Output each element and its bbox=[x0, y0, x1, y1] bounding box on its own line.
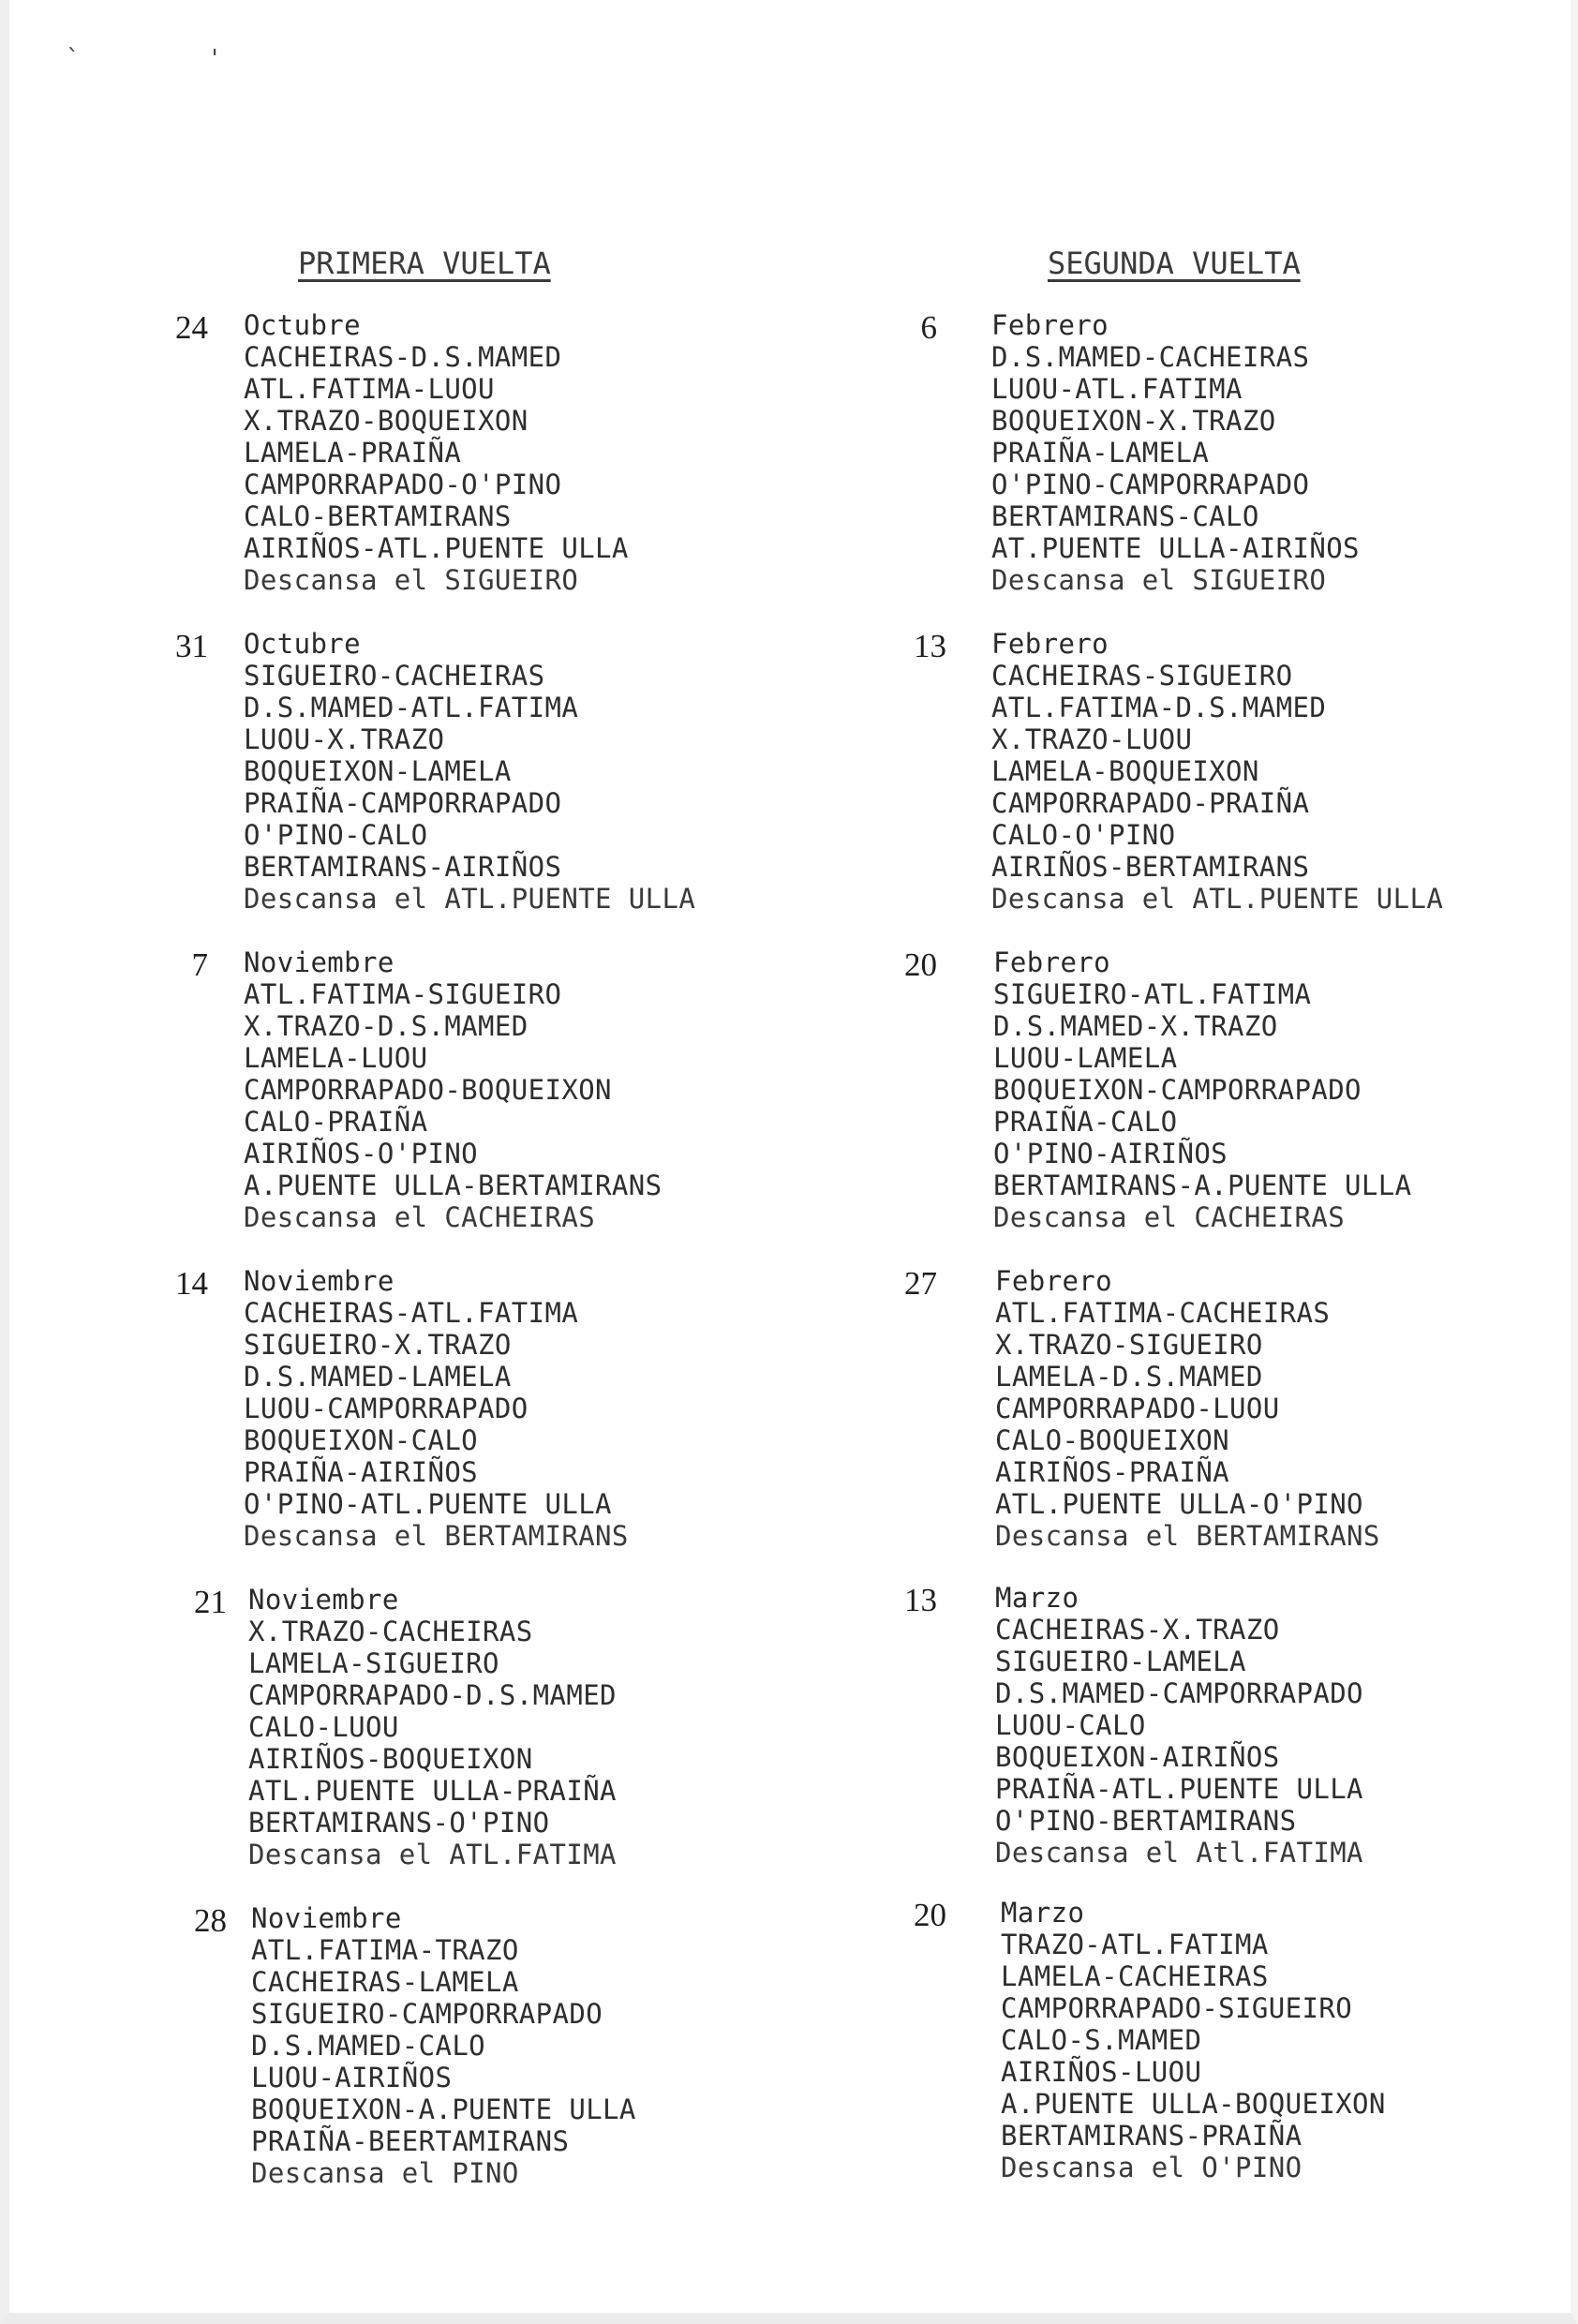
match: PRAIÑA-CALO bbox=[993, 1106, 1178, 1138]
match: BOQUEIXON-LAMELA bbox=[244, 755, 512, 787]
round-month: Febrero bbox=[991, 628, 1109, 660]
round-list bbox=[251, 1902, 636, 2189]
round-day: 6 bbox=[920, 309, 937, 346]
round-day: 31 bbox=[175, 628, 208, 664]
match: CAMPORRAPADO-D.S.MAMED bbox=[248, 1679, 617, 1711]
match: CACHEIRAS-X.TRAZO bbox=[995, 1614, 1280, 1646]
match: CALO-BERTAMIRANS bbox=[244, 500, 512, 532]
match: ATL.PUENTE ULLA-O'PINO bbox=[995, 1488, 1363, 1520]
match: X.TRAZO-LUOU bbox=[991, 723, 1193, 755]
scan-marks: ` ' bbox=[66, 45, 278, 73]
match: X.TRAZO-BOQUEIXON bbox=[244, 405, 528, 437]
match: CACHEIRAS-SIGUEIRO bbox=[991, 660, 1293, 692]
rest-team: Descansa el PINO bbox=[251, 2157, 519, 2189]
match: BOQUEIXON-X.TRAZO bbox=[991, 405, 1276, 437]
match: BOQUEIXON-A.PUENTE ULLA bbox=[251, 2093, 636, 2125]
match: O'PINO-CAMPORRAPADO bbox=[991, 469, 1310, 500]
match: LUOU-X.TRAZO bbox=[244, 723, 445, 755]
rest-team: Descansa el CACHEIRAS bbox=[993, 1201, 1346, 1233]
match: D.S.MAMED-CALO bbox=[251, 2030, 486, 2062]
match: CAMPORRAPADO-PRAIÑA bbox=[991, 787, 1310, 819]
round-month: Marzo bbox=[995, 1582, 1079, 1614]
match: BOQUEIXON-CAMPORRAPADO bbox=[993, 1074, 1362, 1106]
round-day: 7 bbox=[191, 946, 208, 983]
round-list bbox=[995, 1582, 1363, 1869]
match: AIRIÑOS-BOQUEIXON bbox=[248, 1743, 533, 1775]
match: A.PUENTE ULLA-BERTAMIRANS bbox=[244, 1169, 662, 1201]
match: LUOU-ATL.FATIMA bbox=[991, 373, 1243, 405]
round-month: Noviembre bbox=[248, 1584, 399, 1616]
match: X.TRAZO-CACHEIRAS bbox=[248, 1616, 533, 1647]
round-day: 20 bbox=[914, 1897, 946, 1933]
match: LUOU-LAMELA bbox=[993, 1042, 1178, 1074]
rest-team: Descansa el SIGUEIRO bbox=[244, 564, 579, 596]
match: PRAIÑA-AIRIÑOS bbox=[244, 1456, 479, 1488]
round-month: Febrero bbox=[991, 309, 1109, 341]
match: D.S.MAMED-LAMELA bbox=[244, 1361, 512, 1393]
match: BERTAMIRANS-A.PUENTE ULLA bbox=[993, 1169, 1412, 1201]
round-day: 14 bbox=[175, 1265, 208, 1302]
match: SIGUEIRO-CAMPORRAPADO bbox=[251, 1998, 603, 2030]
match: BERTAMIRANS-CALO bbox=[991, 500, 1259, 532]
round-day: 13 bbox=[904, 1582, 937, 1618]
rest-team: Descansa el ATL.FATIMA bbox=[248, 1839, 617, 1870]
match: CACHEIRAS-LAMELA bbox=[251, 1966, 519, 1998]
match: D.S.MAMED-CACHEIRAS bbox=[991, 341, 1310, 373]
match: SIGUEIRO-LAMELA bbox=[995, 1646, 1246, 1677]
match: BOQUEIXON-CALO bbox=[244, 1424, 479, 1456]
round-day: 21 bbox=[194, 1584, 227, 1620]
match: O'PINO-BERTAMIRANS bbox=[995, 1805, 1297, 1837]
round-list bbox=[248, 1584, 617, 1870]
round-day: 28 bbox=[194, 1902, 227, 1939]
rest-team: Descansa el BERTAMIRANS bbox=[244, 1520, 629, 1552]
match: AIRIÑOS-O'PINO bbox=[244, 1138, 479, 1169]
round-day: 13 bbox=[914, 628, 946, 664]
match: X.TRAZO-D.S.MAMED bbox=[244, 1010, 528, 1042]
rest-team: Descansa el BERTAMIRANS bbox=[995, 1520, 1380, 1552]
match: CALO-LUOU bbox=[248, 1711, 399, 1743]
match: ATL.PUENTE ULLA-PRAIÑA bbox=[248, 1775, 617, 1807]
match: CACHEIRAS-D.S.MAMED bbox=[244, 341, 562, 373]
match: AIRIÑOS-BERTAMIRANS bbox=[991, 851, 1310, 883]
match: LUOU-CAMPORRAPADO bbox=[244, 1393, 528, 1424]
match: ATL.FATIMA-D.S.MAMED bbox=[991, 692, 1327, 723]
match: BERTAMIRANS-PRAIÑA bbox=[1001, 2120, 1303, 2152]
match: LAMELA-SIGUEIRO bbox=[248, 1647, 499, 1679]
match: AIRIÑOS-LUOU bbox=[1001, 2056, 1202, 2088]
match: PRAIÑA-CAMPORRAPADO bbox=[244, 787, 562, 819]
match: AIRIÑOS-ATL.PUENTE ULLA bbox=[244, 532, 629, 564]
round-month: Marzo bbox=[1001, 1897, 1085, 1929]
rest-team: Descansa el SIGUEIRO bbox=[991, 564, 1327, 596]
segunda-vuelta-header: SEGUNDA VUELTA bbox=[1048, 246, 1301, 281]
match: BOQUEIXON-AIRIÑOS bbox=[995, 1741, 1280, 1773]
round-day: 27 bbox=[904, 1265, 937, 1302]
match: PRAIÑA-BEERTAMIRANS bbox=[251, 2125, 570, 2157]
round-month: Octubre bbox=[244, 309, 362, 341]
match: O'PINO-ATL.PUENTE ULLA bbox=[244, 1488, 612, 1520]
round-month: Noviembre bbox=[251, 1902, 402, 1934]
match: D.S.MAMED-X.TRAZO bbox=[993, 1010, 1278, 1042]
round-list bbox=[995, 1265, 1380, 1552]
match: CALO-BOQUEIXON bbox=[995, 1424, 1230, 1456]
match: CALO-PRAIÑA bbox=[244, 1106, 428, 1138]
match: CALO-O'PINO bbox=[991, 819, 1176, 851]
match: A.PUENTE ULLA-BOQUEIXON bbox=[1001, 2088, 1386, 2120]
round-list bbox=[244, 1265, 629, 1552]
rest-team: Descansa el CACHEIRAS bbox=[244, 1201, 596, 1233]
round-month: Noviembre bbox=[244, 1265, 394, 1297]
match: LAMELA-CACHEIRAS bbox=[1001, 1960, 1269, 1992]
match: CAMPORRAPADO-SIGUEIRO bbox=[1001, 1992, 1353, 2024]
match: ATL.FATIMA-TRAZO bbox=[251, 1934, 519, 1966]
match: LAMELA-BOQUEIXON bbox=[991, 755, 1259, 787]
match: SIGUEIRO-X.TRAZO bbox=[244, 1329, 512, 1361]
match: AT.PUENTE ULLA-AIRIÑOS bbox=[991, 532, 1360, 564]
match: CAMPORRAPADO-O'PINO bbox=[244, 469, 562, 500]
rest-team: Descansa el O'PINO bbox=[1001, 2152, 1303, 2183]
match: LUOU-AIRIÑOS bbox=[251, 2062, 453, 2093]
match: D.S.MAMED-ATL.FATIMA bbox=[244, 692, 579, 723]
match: CALO-S.MAMED bbox=[1001, 2024, 1202, 2056]
match: SIGUEIRO-CACHEIRAS bbox=[244, 660, 545, 692]
match: D.S.MAMED-CAMPORRAPADO bbox=[995, 1677, 1363, 1709]
round-month: Noviembre bbox=[244, 946, 394, 978]
match: O'PINO-AIRIÑOS bbox=[993, 1138, 1228, 1169]
round-list bbox=[991, 309, 1360, 596]
match: ATL.FATIMA-LUOU bbox=[244, 373, 495, 405]
match: BERTAMIRANS-AIRIÑOS bbox=[244, 851, 562, 883]
rest-team: Descansa el ATL.PUENTE ULLA bbox=[244, 883, 696, 915]
match: LAMELA-D.S.MAMED bbox=[995, 1361, 1263, 1393]
match: PRAIÑA-LAMELA bbox=[991, 437, 1210, 469]
round-list bbox=[1001, 1897, 1386, 2183]
match: O'PINO-CALO bbox=[244, 819, 428, 851]
match: PRAIÑA-ATL.PUENTE ULLA bbox=[995, 1773, 1363, 1805]
primera-vuelta-header: PRIMERA VUELTA bbox=[298, 246, 551, 281]
match: SIGUEIRO-ATL.FATIMA bbox=[993, 978, 1312, 1010]
round-month: Febrero bbox=[993, 946, 1111, 978]
rest-team: Descansa el Atl.FATIMA bbox=[995, 1837, 1363, 1869]
rest-team: Descansa el ATL.PUENTE ULLA bbox=[991, 883, 1444, 915]
match: CAMPORRAPADO-BOQUEIXON bbox=[244, 1074, 612, 1106]
round-list bbox=[244, 628, 695, 915]
match: ATL.FATIMA-CACHEIRAS bbox=[995, 1297, 1331, 1329]
match: AIRIÑOS-PRAIÑA bbox=[995, 1456, 1230, 1488]
match: TRAZO-ATL.FATIMA bbox=[1001, 1929, 1269, 1960]
match: CACHEIRAS-ATL.FATIMA bbox=[244, 1297, 579, 1329]
match: BERTAMIRANS-O'PINO bbox=[248, 1807, 550, 1839]
round-list bbox=[993, 946, 1412, 1233]
match: LAMELA-LUOU bbox=[244, 1042, 428, 1074]
round-list bbox=[244, 946, 662, 1233]
match: LUOU-CALO bbox=[995, 1709, 1146, 1741]
round-day: 20 bbox=[904, 946, 937, 983]
round-list bbox=[991, 628, 1443, 915]
round-month: Febrero bbox=[995, 1265, 1113, 1297]
round-month: Octubre bbox=[244, 628, 362, 660]
match: X.TRAZO-SIGUEIRO bbox=[995, 1329, 1263, 1361]
round-list bbox=[244, 309, 629, 596]
match: ATL.FATIMA-SIGUEIRO bbox=[244, 978, 562, 1010]
match: LAMELA-PRAIÑA bbox=[244, 437, 462, 469]
match: CAMPORRAPADO-LUOU bbox=[995, 1393, 1280, 1424]
round-day: 24 bbox=[175, 309, 208, 346]
